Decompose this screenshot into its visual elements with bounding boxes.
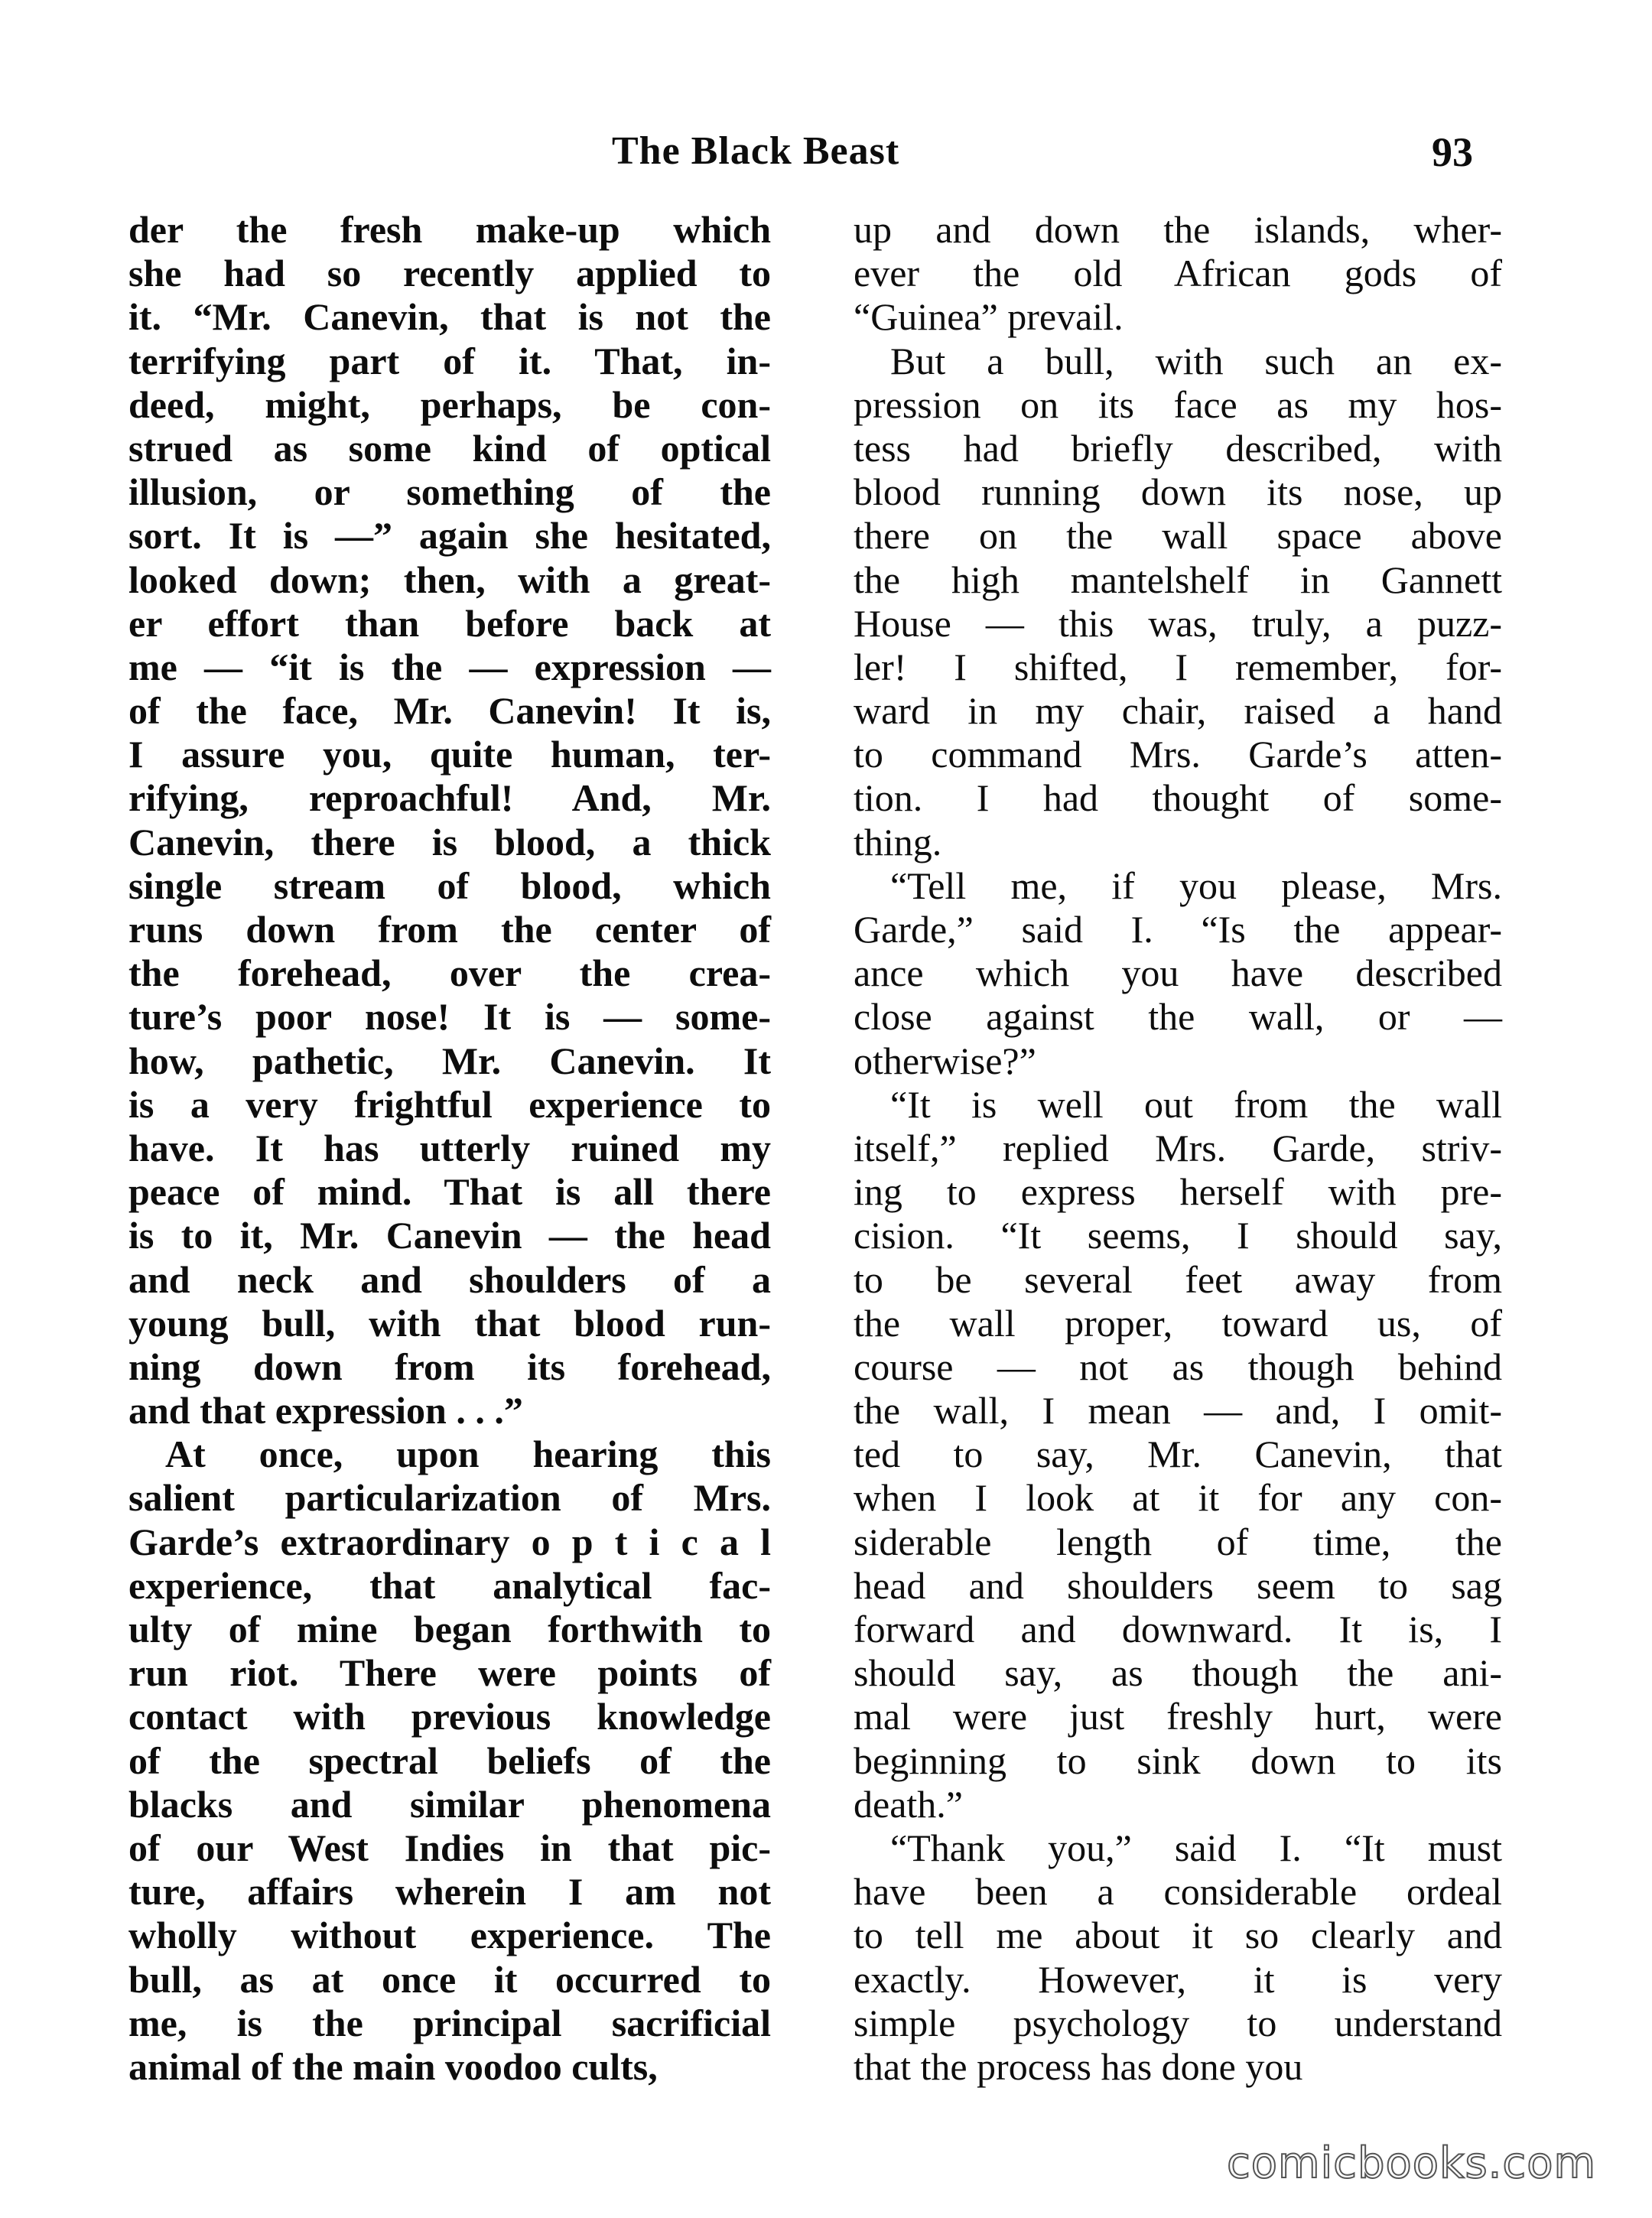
text-line: of our West Indies in that pic- (128, 1826, 771, 1869)
text-line: rifying, reproachful! And, Mr. (128, 776, 771, 820)
text-line: ing to express herself with pre- (854, 1170, 1502, 1214)
text-line: ler! I shifted, I remember, for- (854, 645, 1502, 688)
text-line: ward in my chair, raised a hand (854, 689, 1502, 733)
running-title: The Black Beast (612, 129, 900, 173)
text-line: House — this was, truly, a puzz- (854, 601, 1502, 645)
text-line: ted to say, Mr. Canevin, that (854, 1433, 1502, 1476)
text-line: At once, upon hearing this (165, 1433, 771, 1476)
text-line: looked down; then, with a great- (128, 558, 771, 601)
text-line: have been a considerable ordeal (854, 1870, 1502, 1914)
text-line: course — not as though behind (854, 1345, 1502, 1388)
text-line: the wall, I mean — and, I omit- (854, 1389, 1502, 1433)
text-line: animal of the main voodoo cults, (128, 2044, 658, 2088)
text-line: But a bull, with such an ex- (890, 339, 1502, 382)
text-line: the forehead, over the crea- (128, 951, 771, 995)
text-line: Canevin, there is blood, a thick (128, 820, 771, 863)
text-line: exactly. However, it is very (854, 1957, 1502, 2001)
text-line: Garde’s extraordinary o p t i c a l (128, 1520, 771, 1563)
text-line: otherwise?” (854, 1039, 1036, 1082)
text-line: deed, might, perhaps, be con- (128, 382, 771, 426)
text-line: close against the wall, or — (854, 995, 1502, 1039)
text-line: how, pathetic, Mr. Canevin. It (128, 1039, 771, 1082)
left-text-column (128, 208, 771, 2089)
text-line: that the process has done you (854, 2044, 1303, 2088)
text-line: and that expression . . .” (128, 1389, 523, 1433)
text-line: should say, as though the ani- (854, 1651, 1502, 1695)
text-line: thing. (854, 820, 942, 863)
text-line: young bull, with that blood run- (128, 1301, 771, 1345)
text-line: to be several feet away from (854, 1257, 1502, 1301)
text-line: contact with previous knowledge (128, 1695, 771, 1738)
text-line: blood running down its nose, up (854, 470, 1502, 514)
text-line: blacks and similar phenomena (128, 1782, 771, 1826)
text-line: she had so recently applied to (128, 252, 771, 295)
text-line: it. “Mr. Canevin, that is not the (128, 295, 771, 339)
text-line: cision. “It seems, I should say, (854, 1214, 1502, 1257)
text-line: “Tell me, if you please, Mrs. (890, 863, 1502, 907)
text-line: is a very frightful experience to (128, 1082, 771, 1126)
text-line: beginning to sink down to its (854, 1738, 1502, 1782)
text-line: der the fresh make-up which (128, 208, 771, 251)
text-line: run riot. There were points of (128, 1651, 771, 1695)
text-line: ning down from its forehead, (128, 1345, 771, 1388)
text-line: to command Mrs. Garde’s atten- (854, 733, 1502, 776)
text-line: mal were just freshly hurt, were (854, 1695, 1502, 1738)
text-line: er effort than before back at (128, 601, 771, 645)
text-line: have. It has utterly ruined my (128, 1126, 771, 1169)
text-line: there on the wall space above (854, 514, 1502, 558)
right-text-column (854, 208, 1502, 2089)
watermark: comicbooks.com (1227, 2138, 1597, 2188)
page-number: 93 (1432, 129, 1473, 175)
text-line: to tell me about it so clearly and (854, 1914, 1502, 1957)
text-line: bull, as at once it occurred to (128, 1957, 771, 2001)
text-line: is to it, Mr. Canevin — the head (128, 1214, 771, 1257)
text-line: simple psychology to understand (854, 2001, 1502, 2044)
text-line: head and shoulders seem to sag (854, 1563, 1502, 1607)
text-line: and neck and shoulders of a (128, 1257, 771, 1301)
text-line: ance which you have described (854, 951, 1502, 995)
text-line: peace of mind. That is all there (128, 1170, 771, 1214)
text-line: sort. It is —” again she hesitated, (128, 514, 771, 558)
text-line: the high mantelshelf in Gannett (854, 558, 1502, 601)
text-line: forward and downward. It is, I (854, 1608, 1502, 1650)
text-line: siderable length of time, the (854, 1520, 1502, 1563)
text-line: tion. I had thought of some- (854, 776, 1502, 820)
text-line: “It is well out from the wall (890, 1082, 1502, 1126)
text-line: wholly without experience. The (128, 1914, 771, 1957)
text-line: strued as some kind of optical (128, 426, 771, 470)
text-line: “Thank you,” said I. “It must (890, 1826, 1502, 1869)
text-line: death.” (854, 1782, 963, 1826)
text-line: when I look at it for any con- (854, 1476, 1502, 1520)
text-line: the wall proper, toward us, of (854, 1301, 1502, 1345)
text-line: Garde,” said I. “Is the appear- (854, 908, 1502, 951)
text-line: terrifying part of it. That, in- (128, 339, 771, 382)
text-line: experience, that analytical fac- (128, 1563, 771, 1607)
text-line: ture, affairs wherein I am not (128, 1870, 771, 1914)
text-line: ture’s poor nose! It is — some- (128, 995, 771, 1039)
text-line: of the spectral beliefs of the (128, 1738, 771, 1782)
running-head (0, 128, 1652, 182)
text-line: salient particularization of Mrs. (128, 1476, 771, 1520)
text-line: me — “it is the — expression — (128, 645, 771, 688)
text-line: itself,” replied Mrs. Garde, striv- (854, 1126, 1502, 1169)
text-line: me, is the principal sacrificial (128, 2001, 771, 2044)
text-line: “Guinea” prevail. (854, 295, 1124, 339)
text-line: tess had briefly described, with (854, 426, 1502, 470)
text-line: ulty of mine began forthwith to (128, 1608, 771, 1650)
text-line: ever the old African gods of (854, 252, 1502, 295)
text-line: illusion, or something of the (128, 470, 771, 514)
text-line: runs down from the center of (128, 908, 771, 951)
text-line: pression on its face as my hos- (854, 382, 1502, 426)
text-line: of the face, Mr. Canevin! It is, (128, 689, 771, 733)
text-line: single stream of blood, which (128, 863, 771, 907)
text-line: up and down the islands, wher- (854, 208, 1502, 251)
text-line: I assure you, quite human, ter- (128, 733, 771, 776)
